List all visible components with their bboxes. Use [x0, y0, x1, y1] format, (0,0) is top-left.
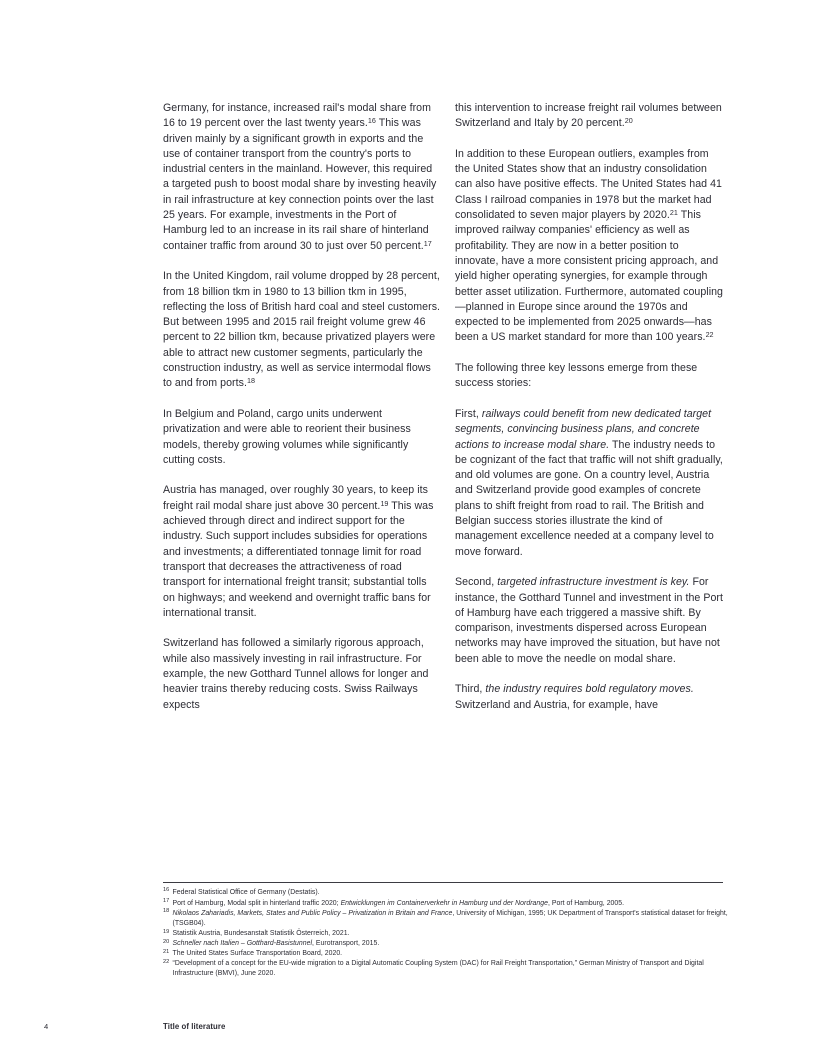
paragraph-lesson-first — [455, 407, 723, 560]
right-column — [455, 101, 723, 871]
footnote-16 — [163, 888, 729, 898]
paragraph-text-cont: This was driven mainly by a significant growth in exports and the use of container transport from the country's ports to industrial centers in the mainland. However, this required a targeted push to boost modal share by investing heavily in rail infrastructure at key connection points over the last 25 years. For example, investments in the Port of Hamburg led to an increase in its rail share of hinterland container traffic from around 30 to just over 50 percent. — [163, 117, 437, 252]
paragraph-germany — [163, 101, 441, 254]
footnote-marker: 17 — [163, 897, 170, 904]
footnote-18 — [163, 909, 729, 929]
left-column — [163, 101, 441, 871]
paragraph-united-states — [455, 147, 723, 346]
paragraph-text: Germany, for instance, increased rail's modal share from 16 to 19 percent over the last twenty years. — [163, 102, 431, 130]
footnote-text-cont: , Eurotransport, 2015. — [312, 940, 380, 948]
paragraph-lessons-intro — [455, 361, 723, 392]
page-number: 4 — [44, 1022, 49, 1031]
paragraph-text: In Belgium and Poland, cargo units underwent privatization and were able to reorient their business models, thereby growing volumes while significantly cutting costs. — [163, 407, 411, 466]
lesson-body: For instance, the Gotthard Tunnel and investment in the Port of Hamburg have each triggered a massive shift. By comparison, investments dispersed across European networks may have improved the situation, but have not been able to move the needle on modal share. — [455, 576, 723, 665]
footnote-22 — [163, 959, 729, 979]
paragraph-text: Austria has managed, over roughly 30 years, to keep its freight rail modal share just above 30 percent. — [163, 484, 428, 512]
lesson-body: The industry needs to be cognizant of the fact that traffic will not shift gradually, and old volumes are gone. On a country level, Austria and Switzerland provide good examples of concrete plans to shift freight from road to rail. The British and Belgian success stories illustrate the kind of management excellence needed at a company level to move forward. — [455, 438, 723, 558]
body-columns — [163, 101, 723, 871]
paragraph-text-cont: This improved railway companies' efficiency as well as profitability. They are now in a better position to innovate, have a more consistent pricing approach, and yield higher operating synergies, for example through better asset utilization. Furthermore, automated coupling—planned in Europe since around the 1970s and expected to be implemented from 2025 onwards—has been a US market standard for more than 100 years. — [455, 209, 724, 344]
paragraph-lesson-third — [455, 682, 723, 713]
footnote-ref-22: 22 — [705, 330, 714, 340]
paragraph-switzerland — [163, 636, 441, 712]
lesson-emphasis: the industry requires bold regulatory moves. — [485, 683, 694, 696]
paragraph-belgium-poland — [163, 407, 441, 468]
footnote-title-italic: Nikolaos Zahariadis, Markets, States and Public Policy – Privatization in Britain and France — [172, 910, 453, 917]
footnote-ref-16: 16 — [367, 116, 376, 126]
footnote-marker: 22 — [163, 958, 170, 965]
lesson-body: Switzerland and Austria, for example, have — [455, 698, 659, 711]
footnote-marker: 18 — [163, 908, 170, 915]
footnote-ref-21: 21 — [669, 208, 678, 218]
footer-document-title: Title of literature — [163, 1022, 226, 1031]
paragraph-text-cont: This was achieved through direct and indirect support for the industry. Such support includes subsidies for operations and investments; a differentiated tonnage limit for road transport that decreases the attractiveness of road transport for international freight transit; substantial tolls on highways; and weekend and overnight traffic bans for international transit. — [163, 499, 434, 619]
footnote-text: Federal Statistical Office of Germany (Destatis). — [172, 889, 320, 896]
footnote-ref-20: 20 — [624, 116, 633, 126]
footnote-marker: 16 — [163, 887, 170, 894]
paragraph-text: this intervention to increase freight rail volumes between Switzerland and Italy by 20 percent. — [455, 102, 722, 130]
paragraph-lesson-second — [455, 575, 723, 667]
paragraph-united-kingdom — [163, 269, 441, 391]
footnote-text-cont: , University of Michigan, 1995; UK Department of Transport's statistical dataset for freight, (TSGB04). — [172, 910, 728, 927]
footnote-text: Statistik Austria, Bundesanstalt Statistik Österreich, 2021. — [172, 930, 350, 938]
footnote-text: Port of Hamburg, Modal split in hinterland traffic 2020; — [172, 899, 341, 907]
footnote-marker: 19 — [163, 928, 170, 935]
paragraph-text: Switzerland has followed a similarly rigorous approach, while also massively investing in rail infrastructure. For example, the new Gotthard Tunnel allows for longer and heavier trains thereby reducing costs. Swiss Railways expects — [163, 637, 429, 711]
footnote-separator-rule — [163, 882, 723, 883]
footnote-title-italic: Entwicklungen im Containerverkehr in Hamburg und der Nordrange — [340, 899, 548, 907]
paragraph-austria — [163, 483, 441, 621]
page-footer — [0, 1021, 815, 1039]
footnote-text-cont: , Port of Hamburg, 2005. — [547, 899, 625, 907]
footnote-21 — [163, 949, 729, 959]
footnote-17 — [163, 899, 729, 909]
lesson-emphasis: targeted infrastructure investment is key. — [497, 576, 690, 589]
lesson-label: Third, — [455, 683, 486, 696]
footnote-marker: 20 — [163, 938, 170, 945]
footnote-marker: 21 — [163, 948, 170, 955]
footnote-title-italic: Schneller nach Italien – Gotthard-Basistunnel — [172, 940, 313, 948]
footnote-19 — [163, 929, 729, 939]
paragraph-switzerland-continued — [455, 101, 723, 132]
footnote-ref-17: 17 — [423, 238, 432, 248]
lesson-label: First, — [455, 407, 482, 420]
footnote-text: “Development of a concept for the EU-wide migration to a Digital Automatic Coupling System (DAC) for Rail Freight Transportation,” German Ministry of Transport and Digital Infrastructure (BMVI), June 2020. — [172, 960, 704, 978]
paragraph-text: The following three key lessons emerge from these success stories: — [455, 362, 698, 390]
lesson-label: Second, — [455, 576, 498, 589]
footnote-ref-19: 19 — [380, 498, 389, 508]
footnote-text: The United States Surface Transportation Board, 2020. — [172, 950, 343, 958]
footnotes-block — [163, 888, 729, 979]
paragraph-text: In addition to these European outliers, examples from the United States show that an industry consolidation can also have positive effects. The United States had 41 Class I railroad companies in 1978 but the market had consolidated to seven major players by 2020. — [455, 147, 722, 222]
footnote-ref-18: 18 — [246, 376, 255, 386]
footnote-20 — [163, 939, 729, 949]
lesson-emphasis: railways could benefit from new dedicated target segments, convincing business plans, and concrete actions to increase modal share. — [455, 407, 712, 451]
paragraph-text: In the United Kingdom, rail volume dropped by 28 percent, from 18 billion tkm in 1980 to 13 billion tkm in 1995, reflecting the loss of British hard coal and steel customers. But between 1995 and 2015 rail freight volume grew 46 percent to 22 billion tkm, because privatized players were able to attract new customer segments, particularly the construction industry, as well as service intermodal flows to and from ports. — [163, 270, 441, 390]
